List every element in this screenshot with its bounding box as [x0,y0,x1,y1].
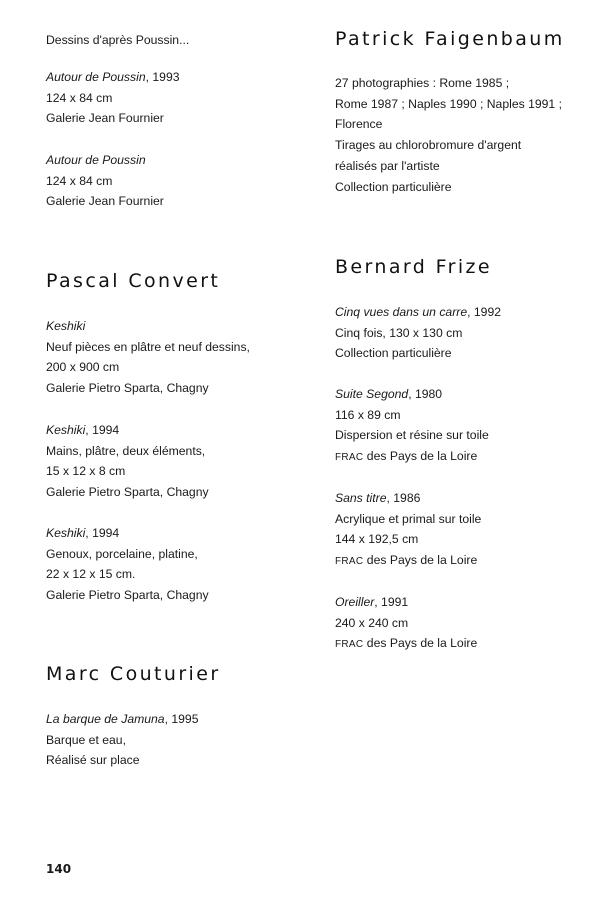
intro-text: Dessins d'après Poussin... [46,33,190,47]
work-detail: Tirages au chlorobromure d'argent [335,138,522,153]
frac-abbr: FRAC [335,556,364,568]
work-detail: Galerie Jean Fournier [46,111,164,126]
work-title: Autour de Poussin [46,153,146,167]
work-detail: Florence [335,117,383,132]
work-title-line [335,302,575,323]
work-year: , 1995 [164,712,199,726]
work-collection [335,446,575,469]
work-collection [335,550,575,573]
work-detail: Collection particulière [335,179,452,194]
work-year: , 1992 [467,305,501,319]
work-title: La barque de Jamuna [46,712,165,726]
work-detail: Rome 1987 ; Naples 1990 ; Naples 1991 ; [335,96,562,111]
work-title: Keshiki [46,319,86,333]
work-detail: Galerie Pietro Sparta, Chagny [46,485,209,500]
work-title-line [46,709,296,730]
work-entry-oreiller [335,592,575,656]
work-title: Suite Segond [335,387,409,401]
frac-abbr: FRAC [335,639,364,651]
work-title: Oreiller [335,595,375,609]
frac-rest: des Pays de la Loire [363,553,478,568]
work-detail: Galerie Pietro Sparta, Chagny [46,588,209,603]
work-entry-poussin-2 [46,150,296,212]
work-year: , 1994 [85,423,120,437]
work-year: , 1993 [145,70,180,84]
work-detail: Barque et eau, [46,732,126,747]
work-detail: Cinq fois, 130 x 130 cm [335,325,463,340]
work-entry-suite-segond [335,384,575,469]
work-detail: Genoux, porcelaine, platine, [46,546,198,561]
work-detail: 124 x 84 cm [46,173,113,188]
page-number: 140 [46,862,72,876]
work-title-line [46,420,296,441]
work-title-line [335,384,575,405]
work-entry-keshiki-1 [46,316,296,399]
work-title-line [46,67,296,88]
work-title: Sans titre [335,491,387,505]
frac-abbr: FRAC [335,452,364,464]
work-entry-keshiki-3 [46,523,296,606]
work-detail: 144 x 192,5 cm [335,532,419,547]
work-title: Keshiki [46,526,86,540]
work-detail: 22 x 12 x 15 cm. [46,567,136,582]
work-detail: 240 x 240 cm [335,615,409,630]
work-detail: Réalisé sur place [46,753,140,768]
work-year: , 1980 [408,387,443,401]
work-detail: 116 x 89 cm [335,407,401,422]
frac-rest: des Pays de la Loire [363,636,478,651]
work-detail: 27 photographies : Rome 1985 ; [335,76,510,90]
work-detail: Galerie Jean Fournier [46,194,164,209]
work-title: Keshiki [46,423,86,437]
work-detail: Galerie Pietro Sparta, Chagny [46,381,209,396]
work-detail: Acrylique et primal sur toile [335,511,482,526]
work-detail: Neuf pièces en plâtre et neuf dessins, [46,339,250,354]
work-year: , 1994 [85,526,120,540]
artist-heading-patrick-faigenbaum: Patrick Faigenbaum [335,28,565,50]
work-title-line [335,592,575,613]
frac-rest: des Pays de la Loire [363,449,478,464]
work-title-line [46,316,296,337]
work-entry-sans-titre [335,488,575,573]
work-entry-poussin-1 [46,67,296,129]
work-entry-photographies [335,73,575,197]
work-collection [335,633,575,656]
artist-heading-pascal-convert: Pascal Convert [46,270,221,292]
work-title: Autour de Poussin [46,70,146,84]
work-year: , 1986 [386,491,421,505]
work-detail: 200 x 900 cm [46,360,120,375]
work-entry-keshiki-2 [46,420,296,503]
work-entry-barque [46,709,296,771]
work-title: Cinq vues dans un carre [335,305,468,319]
work-detail: Dispersion et résine sur toile [335,428,489,443]
work-detail: Mains, plâtre, deux éléments, [46,443,206,458]
work-title-line [46,523,296,544]
work-year: , 1991 [374,595,409,609]
artist-heading-marc-couturier: Marc Couturier [46,663,221,685]
work-detail: 15 x 12 x 8 cm [46,464,126,479]
work-title-line [335,488,575,509]
artist-heading-bernard-frize: Bernard Frize [335,256,492,278]
work-title-line [46,150,296,171]
work-detail: Collection particulière [335,346,452,361]
work-detail: 124 x 84 cm [46,90,113,105]
work-detail: réalisés par l'artiste [335,158,440,173]
work-entry-cinq-vues [335,302,575,364]
